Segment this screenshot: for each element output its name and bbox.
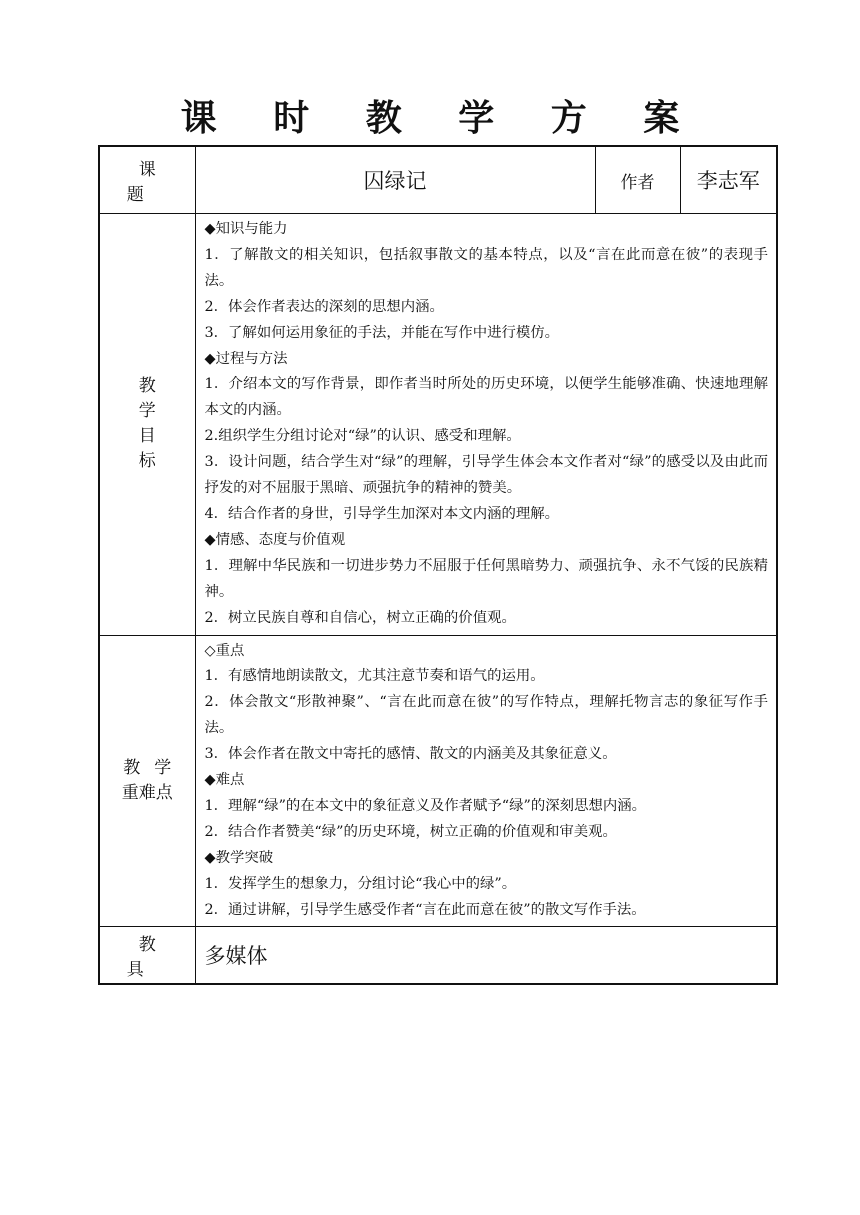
tools-value: 多媒体: [195, 927, 777, 985]
header-row: [99, 146, 777, 214]
objectives-item: 2．树立民族自尊和自信心，树立正确的价值观。: [204, 609, 516, 626]
topic-label-cell: [99, 146, 195, 214]
objectives-label: [99, 214, 195, 636]
page-title: 课 时 教 学 方 案: [180, 97, 702, 139]
objectives-item: 1．理解中华民族和一切进步势力不屈服于任何黑暗势力、顽强抗争、永不气馁的民族精神。: [204, 557, 768, 600]
key-points-item: 2．结合作者赞美“绿”的历史环境，树立正确的价值观和审美观。: [204, 823, 617, 840]
key-points-item: 2．通过讲解，引导学生感受作者“言在此而意在彼”的散文写作手法。: [204, 901, 646, 918]
key-points-item: 1．理解“绿”的在本文中的象征意义及作者赋予“绿”的深刻思想内涵。: [204, 797, 647, 814]
author-label: 作者: [595, 146, 680, 214]
key-points-label-line: 教学: [123, 757, 186, 778]
key-points-label-line: 重难点: [121, 782, 173, 803]
lesson-plan-table: [98, 145, 778, 985]
key-points-label: [99, 635, 195, 927]
key-points-item: 1．发挥学生的想象力，分组讨论“我心中的绿”。: [204, 875, 517, 892]
objectives-item: 3．了解如何运用象征的手法，并能在写作中进行模仿。: [204, 324, 560, 341]
tools-row: [99, 927, 777, 985]
key-points-row: [99, 635, 777, 927]
tools-label: 教具: [126, 935, 180, 981]
key-points-heading: ◆难点: [204, 772, 245, 789]
key-points-item: 3．体会作者在散文中寄托的感情、散文的内涵美及其象征意义。: [204, 746, 617, 763]
objectives-item: 3．设计问题，结合学生对“绿”的理解，引导学生体会本文作者对“绿”的感受以及由此而抒发的对不屈服于黑暗、顽强抗争的精神的赞美。: [204, 454, 768, 497]
key-points-item: 2．体会散文“形散神聚”、“言在此而意在彼”的写作特点，理解托物言志的象征写作手法。: [204, 694, 768, 737]
objectives-item: 1．介绍本文的写作背景，即作者当时所处的历史环境，以便学生能够准确、快速地理解本文的内涵。: [204, 376, 768, 419]
tools-label-cell: [99, 927, 195, 985]
objectives-row: [99, 214, 777, 636]
objectives-content: [195, 214, 777, 636]
objectives-label-char: 学: [138, 401, 156, 422]
objectives-heading: ◆知识与能力: [204, 221, 288, 237]
topic-label: 课题: [126, 160, 180, 205]
objectives-label-char: 标: [138, 451, 156, 472]
objectives-item: 2.组织学生分组讨论对“绿”的认识、感受和理解。: [204, 428, 521, 445]
author-value: 李志军: [680, 146, 777, 214]
objectives-item: 4．结合作者的身世，引导学生加深对本文内涵的理解。: [204, 505, 560, 522]
key-points-heading: ◇重点: [204, 642, 245, 659]
key-points-heading: ◆教学突破: [204, 849, 274, 866]
objectives-heading: ◆过程与方法: [204, 350, 288, 367]
key-points-content: [195, 635, 777, 927]
topic-value: 囚绿记: [195, 146, 595, 214]
key-points-item: 1．有感情地朗读散文，尤其注意节奏和语气的运用。: [204, 668, 545, 685]
objectives-heading: ◆情感、态度与价值观: [204, 531, 346, 548]
objectives-label-char: 目: [138, 426, 156, 447]
objectives-item: 2．体会作者表达的深刻的思想内涵。: [204, 298, 444, 315]
objectives-label-char: 教: [138, 376, 156, 397]
objectives-item: 1．了解散文的相关知识，包括叙事散文的基本特点，以及“言在此而意在彼”的表现手法。: [204, 246, 768, 289]
